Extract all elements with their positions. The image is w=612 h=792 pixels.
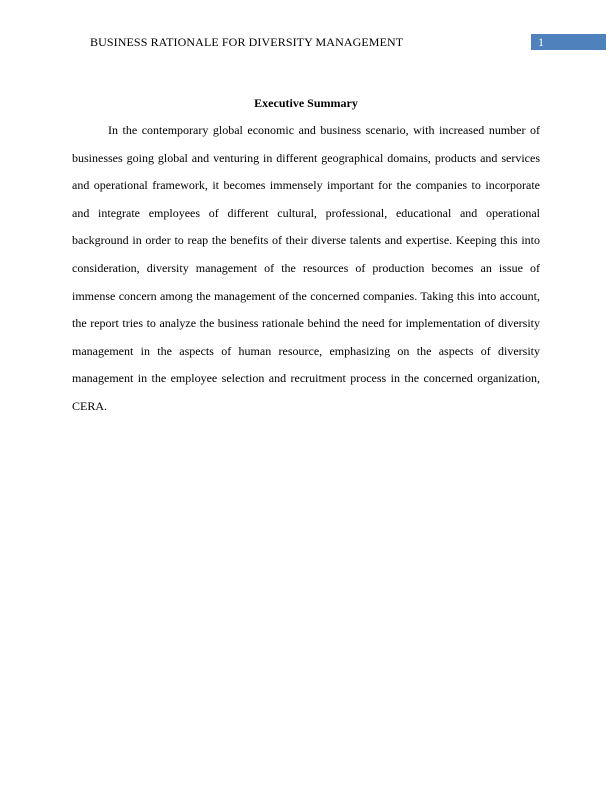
- page-number-badge: [531, 34, 606, 50]
- section-title: Executive Summary: [254, 96, 358, 110]
- running-head: BUSINESS RATIONALE FOR DIVERSITY MANAGEMENT: [90, 35, 404, 49]
- page-number: 1: [538, 35, 544, 49]
- body-paragraph: In the contemporary global economic and business scenario, with increased number of businesses going global and venturing in different geographical domains, products and services and operational framework, it becomes immensely important for the companies to incorporate and integrate employees of different cultural, professional, educational and operational background in order to reap the benefits of their diverse talents and expertise. Keeping this into consideration, diversity management of the resources of production becomes an issue of immense concern among the management of the concerned companies. Taking this into account, the report tries to analyze the business rationale behind the need for implementation of diversity management in the aspects of human resource, emphasizing on the aspects of diversity management in the employee selection and recruitment process in the concerned organization, CERA.: [72, 123, 540, 413]
